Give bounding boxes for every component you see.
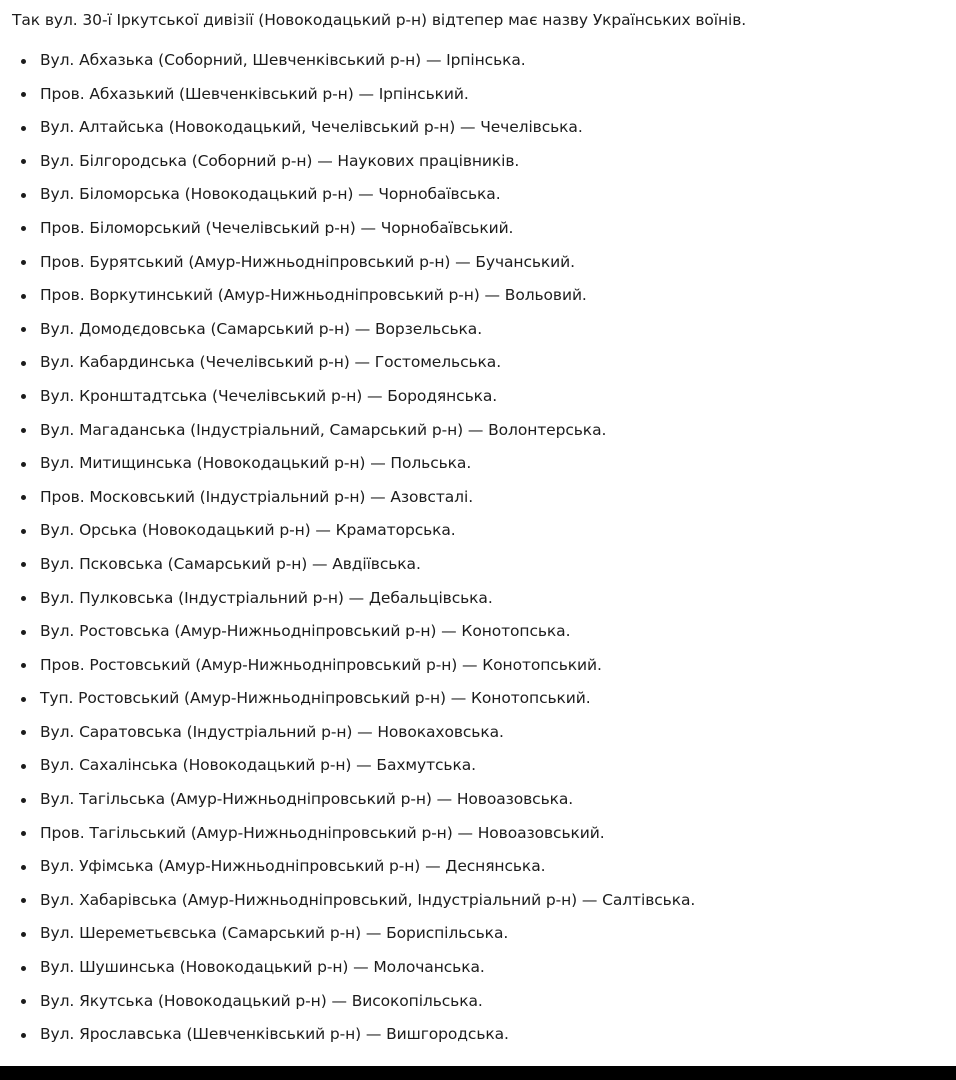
- list-item-text: Пров. Тагільський (Амур-Нижньодніпровський р-н) — Новоазовський.: [40, 823, 605, 842]
- list-item-text: Вул. Кабардинська (Чечелівський р-н) — Гостомельська.: [40, 353, 502, 372]
- list-item: [0, 212, 695, 246]
- list-item-text: Вул. Уфімська (Амур-Нижньодніпровський р-н) — Деснянська.: [40, 857, 546, 876]
- bullet-icon: [21, 394, 26, 399]
- list-item: [0, 44, 695, 78]
- list-item: [0, 246, 695, 280]
- list-item: [0, 615, 695, 649]
- bullet-icon: [21, 865, 26, 870]
- bullet-icon: [21, 966, 26, 971]
- bullet-icon: [21, 226, 26, 231]
- list-item-text: Вул. Алтайська (Новокодацький, Чечелівський р-н) — Чечелівська.: [40, 118, 583, 137]
- bullet-icon: [21, 92, 26, 97]
- bullet-icon: [21, 697, 26, 702]
- list-item: [0, 548, 695, 582]
- list-item: [0, 481, 695, 515]
- bullet-icon: [21, 294, 26, 299]
- bullet-icon: [21, 159, 26, 164]
- bullet-icon: [21, 327, 26, 332]
- list-item-text: Вул. Шушинська (Новокодацький р-н) — Молочанська.: [40, 958, 485, 977]
- list-item: [0, 514, 695, 548]
- list-item-text: Пров. Московський (Індустріальний р-н) — Азовсталі.: [40, 487, 474, 506]
- list-item: [0, 850, 695, 884]
- bullet-icon: [21, 126, 26, 131]
- list-item-text: Пров. Воркутинський (Амур-Нижньодніпровський р-н) — Вольовий.: [40, 286, 587, 305]
- bottom-black-bar: [0, 1066, 956, 1080]
- bullet-icon: [21, 529, 26, 534]
- bullet-icon: [21, 999, 26, 1004]
- list-item: [0, 145, 695, 179]
- bullet-icon: [21, 428, 26, 433]
- list-item: [0, 78, 695, 112]
- list-item-text: Вул. Біломорська (Новокодацький р-н) — Чорнобаївська.: [40, 185, 501, 204]
- list-item: [0, 951, 695, 985]
- street-rename-list: [0, 44, 695, 1052]
- list-item: [0, 178, 695, 212]
- list-item-text: Вул. Пулковська (Індустріальний р-н) — Дебальцівська.: [40, 588, 493, 607]
- list-item: [0, 447, 695, 481]
- bullet-icon: [21, 562, 26, 567]
- bullet-icon: [21, 193, 26, 198]
- list-item: [0, 682, 695, 716]
- list-item-text: Пров. Бурятський (Амур-Нижньодніпровський р-н) — Бучанський.: [40, 252, 575, 271]
- list-item-text: Вул. Домодєдовська (Самарський р-н) — Ворзельська.: [40, 319, 483, 338]
- list-item-text: Вул. Митищинська (Новокодацький р-н) — Польська.: [40, 454, 472, 473]
- list-item-text: Туп. Ростовський (Амур-Нижньодніпровський р-н) — Конотопський.: [40, 689, 591, 708]
- intro-text: Так вул. 30-ї Іркутської дивізії (Новокодацький р-н) відтепер має назву Українських воїнів.: [12, 11, 747, 29]
- list-item-text: Вул. Ростовська (Амур-Нижньодніпровський р-н) — Конотопська.: [40, 622, 571, 641]
- list-item: [0, 817, 695, 851]
- bullet-icon: [21, 898, 26, 903]
- list-item-text: Вул. Ярославська (Шевченківський р-н) — Вишгородська.: [40, 1025, 509, 1044]
- bullet-icon: [21, 764, 26, 769]
- list-item: [0, 884, 695, 918]
- list-item: [0, 917, 695, 951]
- list-item: [0, 582, 695, 616]
- list-item-text: Вул. Якутська (Новокодацький р-н) — Високопільська.: [40, 991, 483, 1010]
- list-item-text: Пров. Ростовський (Амур-Нижньодніпровський р-н) — Конотопський.: [40, 655, 602, 674]
- bullet-icon: [21, 730, 26, 735]
- bullet-icon: [21, 462, 26, 467]
- bullet-icon: [21, 932, 26, 937]
- bullet-icon: [21, 59, 26, 64]
- list-item: [0, 783, 695, 817]
- bullet-icon: [21, 260, 26, 265]
- list-item: [0, 1018, 695, 1052]
- bullet-icon: [21, 798, 26, 803]
- list-item-text: Пров. Біломорський (Чечелівський р-н) — Чорнобаївський.: [40, 218, 514, 237]
- list-item-text: Вул. Псковська (Самарський р-н) — Авдіївська.: [40, 554, 421, 573]
- bullet-icon: [21, 495, 26, 500]
- list-item: [0, 749, 695, 783]
- bullet-icon: [21, 663, 26, 668]
- list-item-text: Вул. Шереметьєвська (Самарський р-н) — Бориспільська.: [40, 924, 509, 943]
- list-item: [0, 414, 695, 448]
- bullet-icon: [21, 630, 26, 635]
- list-item-text: Вул. Магаданська (Індустріальний, Самарський р-н) — Волонтерська.: [40, 420, 607, 439]
- list-item: [0, 111, 695, 145]
- list-item-text: Вул. Кронштадтська (Чечелівський р-н) — Бородянська.: [40, 386, 498, 405]
- list-item: [0, 649, 695, 683]
- list-item-text: Вул. Хабарівська (Амур-Нижньодніпровський, Індустріальний р-н) — Салтівська.: [40, 890, 696, 909]
- list-item-text: Вул. Орська (Новокодацький р-н) — Краматорська.: [40, 521, 456, 540]
- list-item: [0, 279, 695, 313]
- list-item: [0, 380, 695, 414]
- list-item-text: Вул. Білгородська (Соборний р-н) — Наукових працівників.: [40, 151, 520, 170]
- list-item: [0, 313, 695, 347]
- list-item-text: Вул. Тагільська (Амур-Нижньодніпровський р-н) — Новоазовська.: [40, 790, 574, 809]
- bullet-icon: [21, 1033, 26, 1038]
- list-item: [0, 716, 695, 750]
- bullet-icon: [21, 831, 26, 836]
- list-item: [0, 985, 695, 1019]
- list-item: [0, 346, 695, 380]
- list-item-text: Вул. Саратовська (Індустріальний р-н) — Новокаховська.: [40, 722, 504, 741]
- list-item-text: Пров. Абхазький (Шевченківський р-н) — Ірпінський.: [40, 84, 469, 103]
- list-item-text: Вул. Абхазька (Соборний, Шевченківський р-н) — Ірпінська.: [40, 51, 526, 69]
- list-item-text: Вул. Сахалінська (Новокодацький р-н) — Бахмутська.: [40, 756, 476, 775]
- bullet-icon: [21, 596, 26, 601]
- bullet-icon: [21, 361, 26, 366]
